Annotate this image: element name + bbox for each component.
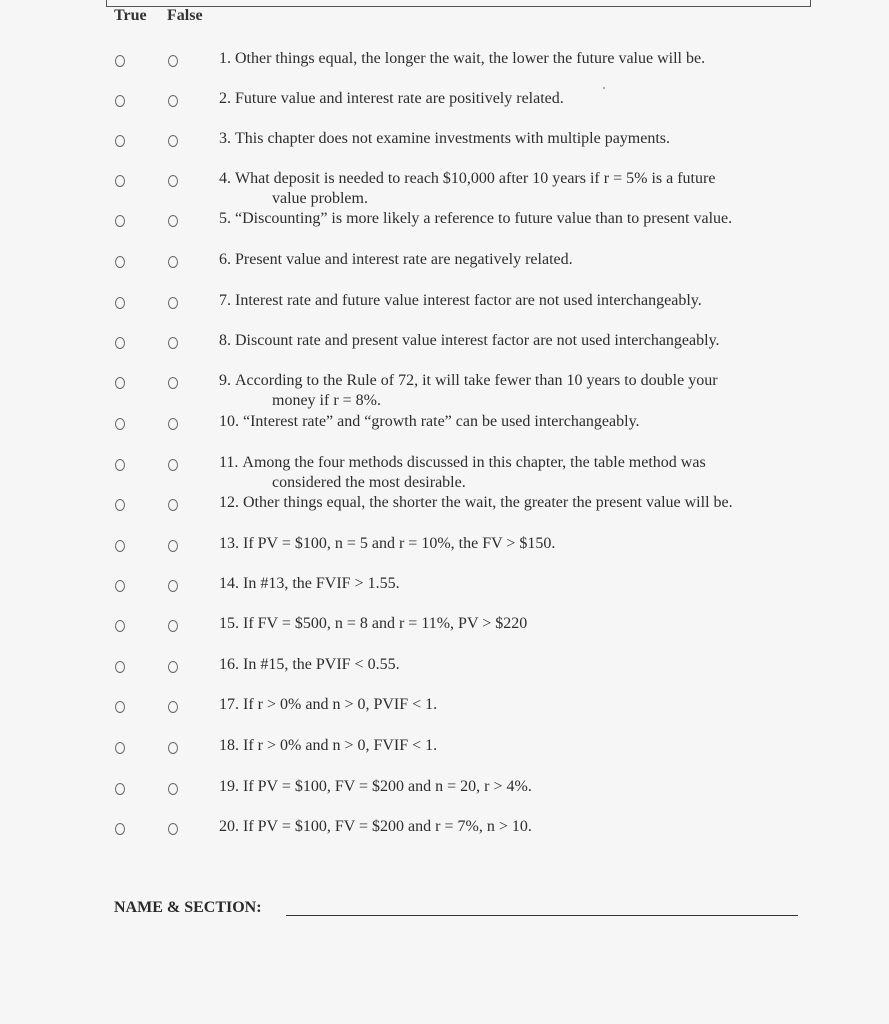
question-number: 14. <box>219 575 239 592</box>
false-bubble[interactable] <box>168 661 178 673</box>
false-bubble[interactable] <box>168 95 178 107</box>
true-bubble[interactable] <box>115 175 125 187</box>
true-bubble[interactable] <box>115 540 125 552</box>
name-section-label: NAME & SECTION: <box>114 899 262 916</box>
false-bubble[interactable] <box>168 540 178 552</box>
false-bubble[interactable] <box>168 297 178 309</box>
question-6 <box>0 250 889 290</box>
question-text-continued: money if r = 8%. <box>272 392 381 409</box>
question-16 <box>0 655 889 695</box>
question-7 <box>0 291 889 331</box>
question-number: 5. <box>219 210 231 227</box>
question-10 <box>0 412 889 452</box>
question-number: 16. <box>219 656 239 673</box>
true-bubble[interactable] <box>115 418 125 430</box>
false-bubble[interactable] <box>168 256 178 268</box>
false-column-header: False <box>167 7 203 24</box>
question-number: 7. <box>219 292 231 309</box>
false-bubble[interactable] <box>168 418 178 430</box>
question-number: 17. <box>219 696 239 713</box>
question-19 <box>0 777 889 817</box>
question-14 <box>0 574 889 614</box>
page-speck <box>603 87 605 89</box>
false-bubble[interactable] <box>168 215 178 227</box>
false-bubble[interactable] <box>168 742 178 754</box>
question-text-continued: value problem. <box>272 190 368 207</box>
question-text: If r > 0% and n > 0, PVIF < 1. <box>243 696 438 713</box>
question-15 <box>0 614 889 654</box>
question-text: According to the Rule of 72, it will take fewer than 10 years to double your <box>235 372 718 389</box>
question-number: 11. <box>219 454 239 471</box>
question-number: 15. <box>219 615 239 632</box>
true-bubble[interactable] <box>115 499 125 511</box>
question-number: 4. <box>219 170 231 187</box>
true-bubble[interactable] <box>115 256 125 268</box>
false-bubble[interactable] <box>168 135 178 147</box>
question-number: 6. <box>219 251 231 268</box>
question-9 <box>0 371 889 411</box>
question-text: If PV = $100, FV = $200 and n = 20, r > 4%. <box>243 778 532 795</box>
top-rule <box>106 0 811 7</box>
question-text: “Interest rate” and “growth rate” can be used interchangeably. <box>243 413 640 430</box>
true-bubble[interactable] <box>115 459 125 471</box>
question-text: If r > 0% and n > 0, FVIF < 1. <box>243 737 438 754</box>
false-bubble[interactable] <box>168 55 178 67</box>
question-number: 13. <box>219 535 239 552</box>
false-bubble[interactable] <box>168 175 178 187</box>
question-5 <box>0 209 889 249</box>
false-bubble[interactable] <box>168 377 178 389</box>
false-bubble[interactable] <box>168 701 178 713</box>
question-number: 10. <box>219 413 239 430</box>
true-bubble[interactable] <box>115 135 125 147</box>
false-bubble[interactable] <box>168 337 178 349</box>
question-text: In #13, the FVIF > 1.55. <box>243 575 400 592</box>
true-bubble[interactable] <box>115 297 125 309</box>
question-number: 8. <box>219 332 231 349</box>
question-text: This chapter does not examine investments with multiple payments. <box>235 130 671 147</box>
question-number: 3. <box>219 130 231 147</box>
question-text: Present value and interest rate are negatively related. <box>235 251 573 268</box>
true-bubble[interactable] <box>115 701 125 713</box>
question-text: If PV = $100, FV = $200 and r = 7%, n > 10. <box>243 818 532 835</box>
true-bubble[interactable] <box>115 215 125 227</box>
false-bubble[interactable] <box>168 783 178 795</box>
true-bubble[interactable] <box>115 95 125 107</box>
question-18 <box>0 736 889 776</box>
question-12 <box>0 493 889 533</box>
question-number: 9. <box>219 372 231 389</box>
true-bubble[interactable] <box>115 661 125 673</box>
question-1 <box>0 49 889 89</box>
question-number: 12. <box>219 494 239 511</box>
false-bubble[interactable] <box>168 823 178 835</box>
question-2 <box>0 89 889 129</box>
true-bubble[interactable] <box>115 580 125 592</box>
false-bubble[interactable] <box>168 499 178 511</box>
question-number: 20. <box>219 818 239 835</box>
question-20 <box>0 817 889 857</box>
true-column-header: True <box>114 7 147 24</box>
question-text: Other things equal, the shorter the wait, the greater the present value will be. <box>243 494 733 511</box>
true-bubble[interactable] <box>115 823 125 835</box>
question-text: If PV = $100, n = 5 and r = 10%, the FV > $150. <box>243 535 556 552</box>
question-text-continued: considered the most desirable. <box>272 474 466 491</box>
question-text: Interest rate and future value interest factor are not used interchangeably. <box>235 292 702 309</box>
question-11 <box>0 453 889 493</box>
true-bubble[interactable] <box>115 742 125 754</box>
question-text: If FV = $500, n = 8 and r = 11%, PV > $220 <box>243 615 528 632</box>
question-text: “Discounting” is more likely a reference to future value than to present value. <box>235 210 733 227</box>
true-bubble[interactable] <box>115 337 125 349</box>
false-bubble[interactable] <box>168 459 178 471</box>
false-bubble[interactable] <box>168 580 178 592</box>
true-bubble[interactable] <box>115 620 125 632</box>
question-17 <box>0 695 889 735</box>
true-bubble[interactable] <box>115 377 125 389</box>
question-number: 18. <box>219 737 239 754</box>
question-8 <box>0 331 889 371</box>
question-4 <box>0 169 889 209</box>
question-number: 1. <box>219 50 231 67</box>
question-13 <box>0 534 889 574</box>
question-text: What deposit is needed to reach $10,000 after 10 years if r = 5% is a future <box>235 170 716 187</box>
false-bubble[interactable] <box>168 620 178 632</box>
question-text: Other things equal, the longer the wait, the lower the future value will be. <box>235 50 706 67</box>
question-text: Among the four methods discussed in this chapter, the table method was <box>242 454 706 471</box>
question-3 <box>0 129 889 169</box>
true-bubble[interactable] <box>115 783 125 795</box>
question-number: 19. <box>219 778 239 795</box>
question-text: Future value and interest rate are positively related. <box>235 90 564 107</box>
question-text: In #15, the PVIF < 0.55. <box>243 656 400 673</box>
question-number: 2. <box>219 90 231 107</box>
name-section-field[interactable] <box>286 915 798 916</box>
true-bubble[interactable] <box>115 55 125 67</box>
question-text: Discount rate and present value interest factor are not used interchangeably. <box>235 332 720 349</box>
